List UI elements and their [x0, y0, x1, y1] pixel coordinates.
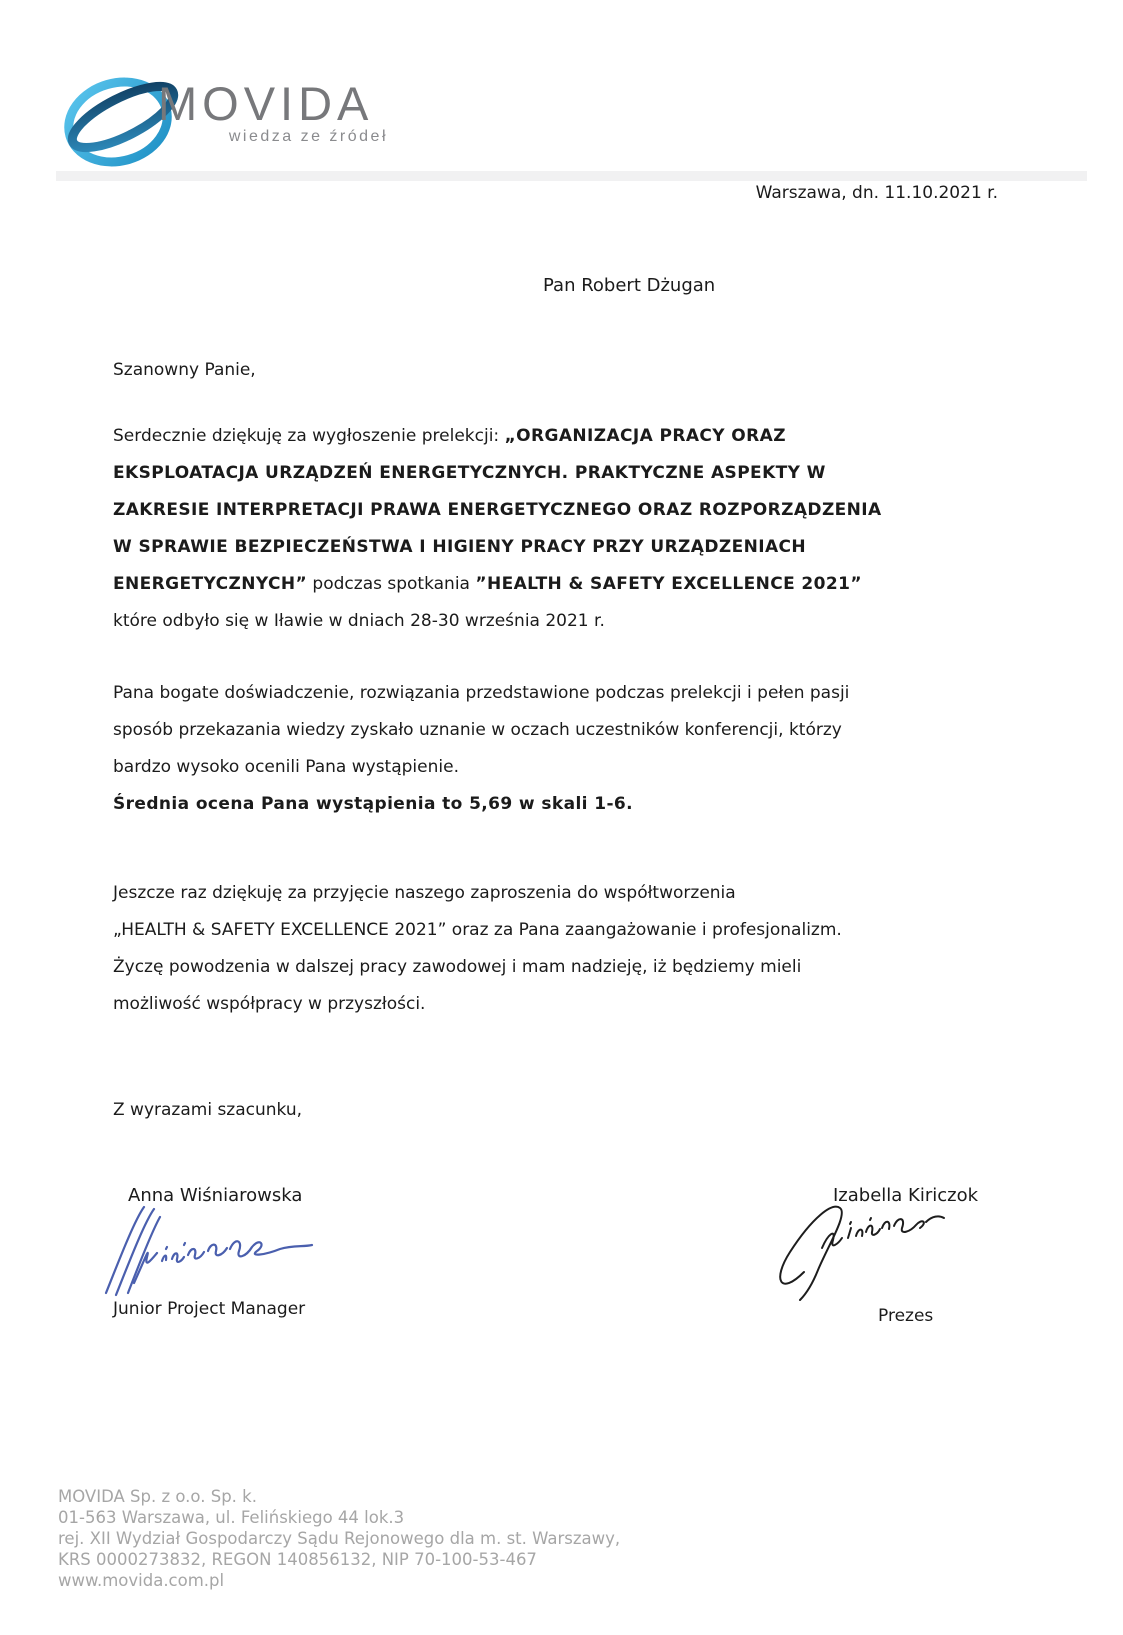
footer-company-name: MOVIDA Sp. z o.o. Sp. k. [58, 1487, 257, 1506]
text-segment: Serdecznie dziękuję za wygłoszenie prelekcji: [113, 426, 505, 446]
footer-website: www.movida.com.pl [58, 1571, 225, 1590]
paragraph-line: „HEALTH & SAFETY EXCELLENCE 2021” oraz za Pana zaangażowanie i profesjonalizm. [113, 920, 842, 940]
signature-right-handwriting [770, 1200, 980, 1305]
paragraph-line: Jeszcze raz dziękuję za przyjęcie naszego zaproszenia do współtworzenia [113, 883, 736, 903]
paragraph-line: ZAKRESIE INTERPRETACJI PRAWA ENERGETYCZNEGO ORAZ ROZPORZĄDZENIA [113, 500, 882, 520]
footer-address: 01-563 Warszawa, ul. Felińskiego 44 lok.3 [58, 1508, 405, 1527]
paragraph-line [113, 418, 882, 455]
paragraph-line: W SPRAWIE BEZPIECZEŃSTWA I HIGIENY PRACY PRZY URZĄDZENIACH [113, 537, 807, 557]
text-segment: podczas spotkania [307, 574, 476, 594]
paragraph-line: możliwość współpracy w przyszłości. [113, 994, 426, 1014]
paragraph-farewell [113, 875, 842, 1023]
paragraph-line-rating: Średnia ocena Pana wystąpienia to 5,69 w skali 1-6. [113, 794, 633, 814]
paragraph-line: bardzo wysoko ocenili Pana wystąpienie. [113, 757, 459, 777]
text-segment-bold: ”HEALTH & SAFETY EXCELLENCE 2021” [475, 574, 862, 594]
dateline: Warszawa, dn. 11.10.2021 r. [755, 183, 998, 203]
paragraph-line: Pana bogate doświadczenie, rozwiązania przedstawione podczas prelekcji i pełen pasji [113, 683, 850, 703]
signatory-left-title: Junior Project Manager [113, 1299, 306, 1319]
brand-tagline: wiedza ze źródeł [228, 128, 388, 145]
signatory-right-name: Izabella Kiriczok [833, 1185, 979, 1206]
text-segment-bold: „ORGANIZACJA PRACY ORAZ [504, 426, 786, 446]
text-segment-bold: ENERGETYCZNYCH” [113, 574, 308, 594]
closing-phrase: Z wyrazami szacunku, [113, 1100, 303, 1120]
signatory-left-name: Anna Wiśniarowska [128, 1185, 303, 1206]
footer-ids: KRS 0000273832, REGON 140856132, NIP 70-100-53-467 [58, 1550, 537, 1569]
company-footer [58, 1486, 620, 1591]
paragraph-line: Życzę powodzenia w dalszej pracy zawodowej i mam nadzieję, iż będziemy mieli [113, 957, 802, 977]
paragraph-line [113, 566, 882, 603]
signature-left-handwriting [100, 1205, 320, 1297]
paragraph-line: sposób przekazania wiedzy zyskało uznanie w oczach uczestników konferencji, którzy [113, 720, 842, 740]
header-divider [56, 171, 1087, 181]
signatory-right-title: Prezes [878, 1306, 934, 1326]
recipient-name: Pan Robert Dżugan [543, 275, 716, 296]
footer-registry: rej. XII Wydział Gospodarczy Sądu Rejonowego dla m. st. Warszawy, [58, 1529, 621, 1548]
paragraph-line: które odbyło się w Iławie w dniach 28-30 września 2021 r. [113, 611, 605, 631]
paragraph-feedback [113, 675, 849, 823]
paragraph-line: EKSPLOATACJA URZĄDZEŃ ENERGETYCZNYCH. PRAKTYCZNE ASPEKTY W [113, 463, 826, 483]
salutation: Szanowny Panie, [113, 360, 256, 380]
brand-name: MOVIDA [158, 77, 374, 130]
paragraph-thanks [113, 418, 882, 640]
